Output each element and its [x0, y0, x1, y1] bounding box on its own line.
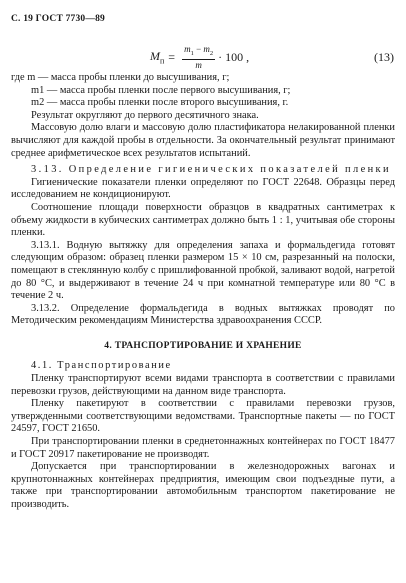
paragraph: Пленку транспортируют всеми видами транспорта в соответствии с правилами перевозки грузов, действующими на данном виде транспорта.	[11, 373, 395, 397]
paragraph: Соотношение площади поверхности образцов в квадратных сантиметрах к объему жидкости в кубических сантиметрах должно быть 1 : 1, учитывая обе стороны пленки.	[11, 201, 395, 239]
paragraph: 3.13.1. Водную вытяжку для определения запаха и формальдегида готовят следующим образом: образец пленки размером 15 × 10 см, разрезанный на полоски, помещают в стеклянную колбу с пришлифованной пробкой, заливают водой, нагретой до 80 °С, и выдерживают в течение 24 ч при комнатной температуре или 80 °С в течение 2 ч.	[11, 239, 395, 302]
section-4-title: 4. ТРАНСПОРТИРОВАНИЕ И ХРАНЕНИЕ	[104, 340, 302, 351]
section-4-1-title: 4.1. Транспортирование	[31, 360, 172, 372]
formula-number: (13)	[374, 50, 394, 64]
definition-m2: m2 — масса пробы пленки после второго высушивания, г.	[31, 97, 289, 109]
formula-tail: · 100 ,	[218, 49, 250, 64]
paragraph: Пленку пакетируют в соответствии с правилами перевозки грузов, утвержденными соответствующими ведомствами. Транспортные пакеты — по ГОСТ 24597, ГОСТ 21650.	[11, 398, 395, 435]
formula-denominator: m	[195, 59, 202, 70]
paragraph: При транспортировании пленки в среднетоннажных контейнерах по ГОСТ 18477 и ГОСТ 20917 пакетирование не производят.	[11, 436, 395, 460]
paragraph: Гигиенические показатели пленки определяют по ГОСТ 22648. Образцы перед исследованием не кондиционируют.	[11, 176, 395, 201]
section-3-13-title: 3.13. Определение гигиенических показателей пленки	[31, 164, 391, 176]
paragraph: Массовую долю влаги и массовую долю пластификатора нелакированной пленки вычисляют для каждой пробы в отдельности. За окончательный результат принимают среднее арифметическое всех результатов испытаний.	[11, 122, 395, 159]
definition-m1: m1 — масса пробы пленки после первого высушивания, г;	[31, 84, 291, 96]
definition-m: где m — масса пробы пленки до высушивания, г;	[11, 72, 230, 83]
formula-eq: =	[168, 49, 176, 64]
body-text	[11, 72, 395, 512]
formula-lhs: $M_п$	[150, 48, 165, 66]
formula-fraction	[182, 44, 215, 70]
paragraph: 3.13.2. Определение формальдегида в водных вытяжках проводят по Методическим рекомендациям Министерства здравоохранения СССР.	[11, 302, 395, 327]
page-header: С. 19 ГОСТ 7730—89	[11, 14, 105, 24]
paragraph: Результат округляют до первого десятичного знака.	[31, 109, 259, 121]
formula-definitions	[11, 72, 395, 110]
formula-numerator: $m_1 - m_2$	[182, 44, 215, 60]
paragraph: Допускается при транспортировании в железнодорожных вагонах и крупнотоннажных контейнерах предприятия, имеющим свои подъездные пути, а также при транспортировании автомобильным транспортом пакетирование не производить.	[11, 461, 395, 510]
formula	[150, 42, 249, 72]
